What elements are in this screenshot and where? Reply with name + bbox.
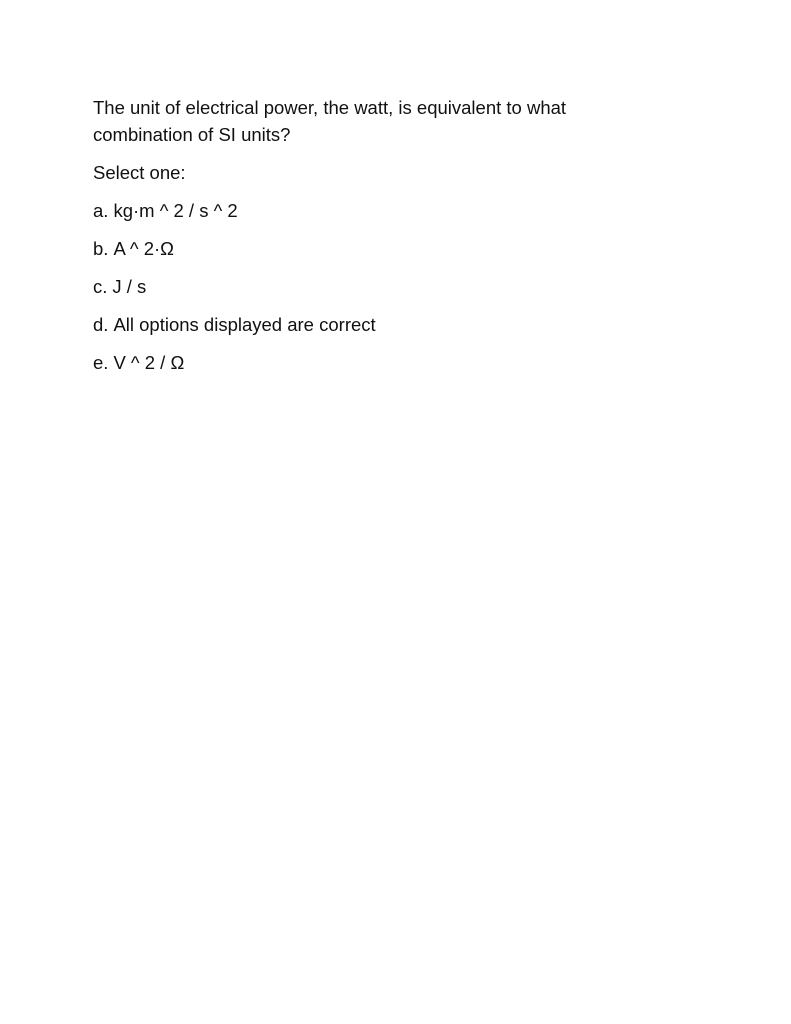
answer-option-c[interactable] xyxy=(93,273,653,300)
option-text: V ^ 2 / Ω xyxy=(113,352,185,373)
answer-option-d[interactable] xyxy=(93,311,653,338)
option-letter: d. xyxy=(93,314,109,335)
option-text: kg·m ^ 2 / s ^ 2 xyxy=(113,200,238,221)
answer-option-a[interactable] xyxy=(93,197,653,224)
option-letter: e. xyxy=(93,352,109,373)
option-text: J / s xyxy=(112,276,147,297)
option-letter: c. xyxy=(93,276,108,297)
select-prompt: Select one: xyxy=(93,162,186,183)
option-letter: a. xyxy=(93,200,109,221)
option-text: A ^ 2·Ω xyxy=(113,238,174,259)
answer-option-b[interactable] xyxy=(93,235,653,262)
answer-option-e[interactable] xyxy=(93,349,653,376)
question-block xyxy=(93,94,653,387)
option-text: All options displayed are correct xyxy=(113,314,376,335)
question-text: The unit of electrical power, the watt, is equivalent to what combination of SI units? xyxy=(93,97,567,145)
answer-options xyxy=(93,197,653,376)
option-letter: b. xyxy=(93,238,109,259)
